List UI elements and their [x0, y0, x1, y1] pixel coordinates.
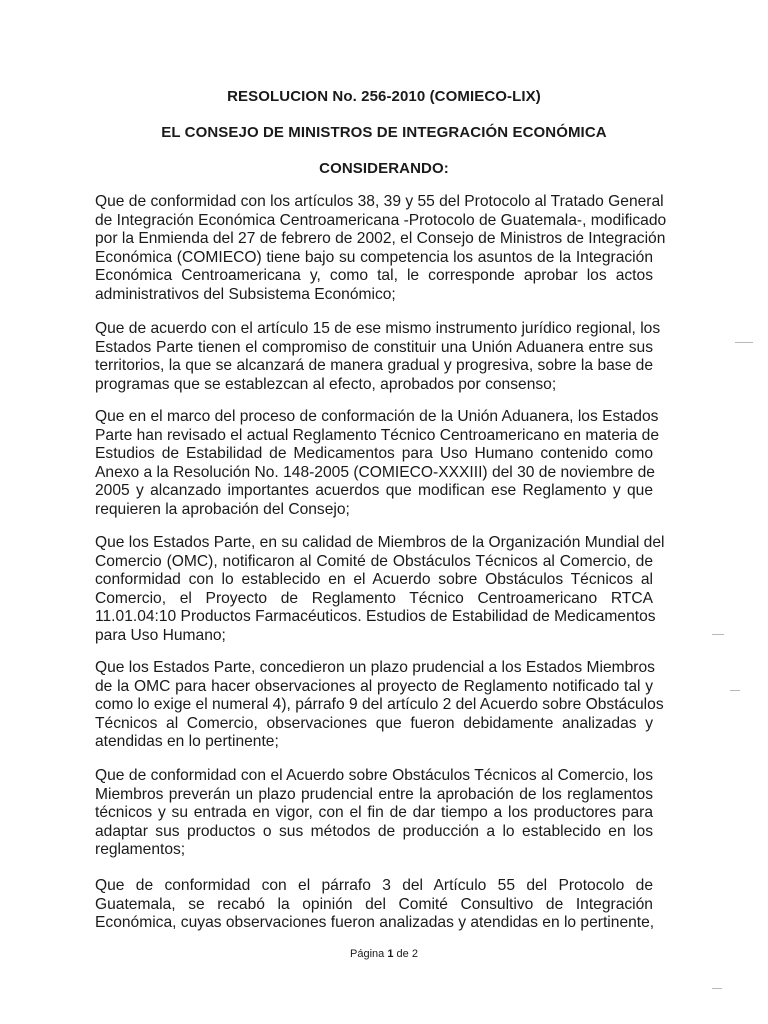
paragraph-line: técnicos y su entrada en vigor, con el fin de dar tiempo a los productores para: [95, 804, 653, 822]
paragraph-3: [95, 408, 660, 520]
paragraph-line: Que de acuerdo con el artículo 15 de ese mismo instrumento jurídico regional, los: [95, 320, 661, 337]
paragraph-line: Que de conformidad con el Acuerdo sobre Obstáculos Técnicos al Comercio, los: [95, 767, 653, 784]
paragraph-line: 2005 y alcanzado importantes acuerdos que modifican ese Reglamento y que: [95, 482, 653, 500]
paragraph-line: Económica (COMIECO) tiene bajo su competencia los asuntos de la Integración: [95, 248, 653, 266]
footer-total-pages: 2: [411, 948, 418, 960]
paragraph-line: programas que se establezcan al efecto, aprobados por consenso;: [95, 375, 557, 393]
footer-page-number: 1: [387, 948, 394, 960]
scan-artifact: [730, 690, 740, 691]
paragraph-line: Guatemala, se recabó la opinión del Comité Consultivo de Integración: [95, 895, 653, 913]
paragraph-line: territorios, la que se alcanzará de manera gradual y progresiva, sobre la base de: [95, 357, 653, 375]
paragraph-2: [95, 320, 661, 394]
paragraph-line: Anexo a la Resolución No. 148-2005 (COMIECO-XXXIII) del 30 de noviembre de: [95, 463, 655, 481]
paragraph-line: de Integración Económica Centroamericana -Protocolo de Guatemala-, modificado: [95, 211, 667, 229]
paragraph-line: reglamentos;: [95, 841, 186, 859]
paragraph-line: adaptar sus productos o sus métodos de producción a lo establecido en los: [95, 822, 653, 840]
paragraph-line: Económica, cuyas observaciones fueron analizadas y atendidas en lo pertinente,: [95, 914, 655, 932]
paragraph-line: administrativos del Subsistema Económico;: [95, 285, 396, 303]
paragraph-4: [95, 534, 665, 646]
scan-artifact: [735, 342, 753, 343]
paragraph-line: de la OMC para hacer observaciones al proyecto de Reglamento notificado tal y: [95, 677, 653, 695]
paragraph-line: Parte han revisado el actual Reglamento Técnico Centroamericano en materia de: [95, 426, 660, 444]
paragraph-line: Miembros preverán un plazo prudencial entre la aprobación de los reglamentos: [95, 785, 653, 803]
paragraph-7: [95, 877, 653, 933]
page-footer: [0, 948, 768, 960]
paragraph-5: [95, 659, 664, 752]
paragraph-line: por la Enmienda del 27 de febrero de 2002, el Consejo de Ministros de Integración: [95, 230, 666, 248]
paragraph-line: conformidad con lo establecido en el Acuerdo sobre Obstáculos Técnicos al: [95, 571, 653, 589]
paragraph-line: Que en el marco del proceso de conformación de la Unión Aduanera, los Estados: [95, 408, 659, 425]
paragraph-line: Comercio, el Proyecto de Reglamento Técnico Centroamericano RTCA: [95, 589, 653, 607]
paragraph-line: Estados Parte tienen el compromiso de constituir una Unión Aduanera entre sus: [95, 338, 653, 356]
paragraph-line: Que de conformidad con el párrafo 3 del Artículo 55 del Protocolo de: [95, 877, 653, 894]
paragraph-1: [95, 193, 667, 305]
scan-artifact: [712, 634, 724, 635]
paragraph-6: [95, 767, 653, 860]
paragraph-line: Económica Centroamericana y, como tal, le corresponde aprobar los actos: [95, 267, 653, 285]
paragraph-line: Que de conformidad con los artículos 38, 39 y 55 del Protocolo al Tratado General: [95, 193, 664, 210]
council-heading: EL CONSEJO DE MINISTROS DE INTEGRACIÓN ECONÓMICA: [161, 124, 607, 141]
considerando-heading: CONSIDERANDO:: [319, 160, 449, 177]
paragraph-line: 11.01.04:10 Productos Farmacéuticos. Estudios de Estabilidad de Medicamentos: [95, 608, 656, 626]
paragraph-line: Que los Estados Parte, en su calidad de Miembros de la Organización Mundial del: [95, 534, 665, 551]
paragraph-line: Técnicos al Comercio, observaciones que fueron debidamente analizadas y: [95, 714, 653, 732]
resolution-title: RESOLUCION No. 256-2010 (COMIECO-LIX): [227, 88, 541, 105]
footer-prefix: Página: [350, 948, 385, 960]
scan-artifact: [712, 988, 722, 989]
paragraph-line: Comercio (OMC), notificaron al Comité de Obstáculos Técnicos al Comercio, de: [95, 552, 653, 570]
footer-separator: de: [396, 948, 409, 960]
paragraph-line: para Uso Humano;: [95, 626, 226, 644]
paragraph-line: como lo exige el numeral 4), párrafo 9 del artículo 2 del Acuerdo sobre Obstáculos: [95, 696, 664, 714]
paragraph-line: atendidas en lo pertinente;: [95, 733, 279, 751]
paragraph-line: Estudios de Estabilidad de Medicamentos para Uso Humano contenido como: [95, 445, 653, 463]
paragraph-line: requieren la aprobación del Consejo;: [95, 500, 350, 518]
paragraph-line: Que los Estados Parte, concedieron un plazo prudencial a los Estados Miembros: [95, 659, 655, 676]
